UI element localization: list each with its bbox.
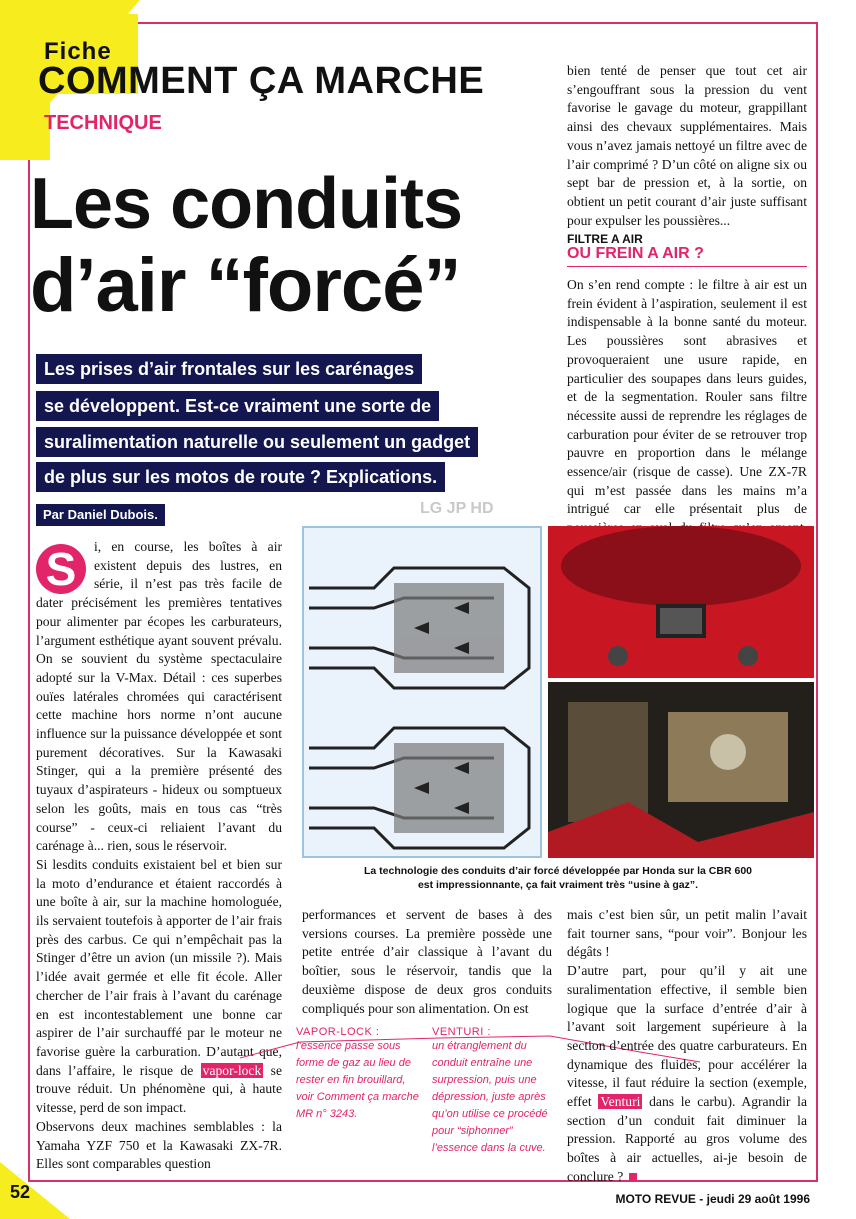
photo-engine-ducts — [548, 682, 814, 858]
glossary-term-2: VENTURI : — [432, 1026, 491, 1038]
subhead-small: FILTRE A AIR — [567, 232, 643, 246]
end-mark-icon — [629, 1173, 637, 1181]
col-r2-paragraph-1: mais c’est bien sûr, un petit malin l’avait fait tourner sans, “pour voir”. Bonjour les dégâts ! — [567, 907, 807, 960]
body-column-right-top: bien tenté de penser que tout cet air s’engouffrant sous la pression du vent favorise le gavage du moteur, grappillant ainsi des chevaux supplémentaires. Mais vous n’avez jamais nettoyé un filtre avec de l’air comprimé ? D’un côté on aligne six ou sept bar de pression et, à la sortie, on obtient un petit courant d’air juste suffisant pour expulser les poussières... — [567, 63, 807, 228]
vapor-lock-highlight: vapor-lock — [202, 1062, 262, 1078]
section-fiche: Fiche — [44, 38, 112, 65]
body-column-1 — [36, 538, 282, 1174]
photo-fairing-drawing — [548, 526, 814, 678]
col1-paragraph-1: i, en course, les boîtes à air existent depuis des lustres, en série, il n’est pas très facile de dater précisément les premières tentatives pour alimenter par écopes les carburateurs, l’argument esthétique ayant souvent prévalu. On se souvient du système spectaculaire adopté sur la V-Max. Détail : ces superbes ouïes latérales chromées qui caractérisent cette machine hors norme n’ont aucune influence sur la puissance développée et sont purement décoratives. Sur la Kawasaki Stinger, qui a la première présenté des tuyaux d’aspirateurs - hideux ou somptueux selon les goûts, mais en tous cas “très course” - ceux-ci reliaient l’avant du carénage à... rien, sous le réservoir. — [36, 539, 282, 854]
footer-magazine: MOTO REVUE — [615, 1192, 696, 1206]
caption-line-2: est impressionnante, ça fait vraiment très “usine à gaz”. — [417, 879, 699, 891]
airbox-diagram — [302, 526, 542, 858]
drop-cap: S — [36, 544, 86, 594]
lede-line-1: Les prises d’air frontales sur les carénages — [36, 354, 422, 384]
page-number: 52 — [10, 1182, 31, 1202]
venturi-highlight: Venturi — [600, 1094, 641, 1110]
subhead-big: OU FREIN A AIR ? — [567, 245, 704, 262]
figure-caption — [302, 864, 814, 892]
caption-line-1: La technologie des conduits d’air forcé développée par Honda sur la CBR 600 — [363, 865, 752, 877]
airbox-diagram-drawing — [304, 528, 540, 856]
col1-paragraph-3: Observons deux machines semblables : la Yamaha YZF 750 et la Kawasaki ZX-7R. Elles sont comparables question — [36, 1118, 282, 1172]
body-column-right-mid: On s’en rend compte : le filtre à air est un frein évident à l’aspiration, seulement il est indispensable à la bonne santé du moteur. Les poussières sont abrasives et provoqueraient une usure rapide, en particulier des soupapes dans leurs guides, et de la segmentation. Rouler sans filtre nécessite aussi de reprendre les réglages de carburation pour éviter de se retrouver trop pauvre en proportion dans le mélange essence/air (risque de casse). Une ZX-7R qui m’est passée dans les mains m’a intrigué car elle présentait plus de — [567, 277, 807, 517]
body-column-middle: performances et servent de bases à des versions courses. La première possède une petite entrée d’air classique à l’avant du boîtier, sous le réservoir, tandis que la deuxième dispose de deux gros conduits compliqués pour son alimentation. On est — [302, 907, 552, 1016]
col1-paragraph-2 — [36, 856, 282, 1118]
col-r2-paragraph-2-text: D’autre part, pour qu’il y ait une suralimentation effective, il semble bien logique que la surface d’entrée d’air à l’avant soit largement supérieure à la section d’entrée des quatre carburateurs. En dynamique des fluides, pour accélérer la vitesse, il faut réduire la section (exemple, effet — [567, 963, 807, 1110]
glossary-term-1: VAPOR-LOCK : — [296, 1026, 380, 1038]
lede-line-2: se développent. Est-ce vraiment une sorte de — [36, 391, 439, 421]
article-title-line2: d’air “forcé” — [30, 243, 461, 328]
section-technique: TECHNIQUE — [44, 112, 162, 134]
col-r2-paragraph-2-end: dans le carbu). Agrandir la section d’un conduit fait diminuer la pression. Rapporté au gros volume des boîtes à air actuelles, ai-je besoin de conclure ? — [567, 1094, 807, 1184]
glossary-text-2: un étranglement du conduit entraîne une surpression, puis une dépression, juste après qu’on utilise ce procédé pour “siphonner” l’essence dans la cuve. — [432, 1040, 548, 1154]
col1-paragraph-2-text: Si lesdits conduits existaient bel et bien sur la moto d’endurance et étaient raccordés à une boîte à air, sur la machine homologuée, ils servaient toutefois à apporter de l’air frais près des carbus. Ce qui n’empêchait pas la Stinger d’être un avion (un missile ?). Mais l’idée avait germée et elle fit école. Aller chercher de l’air frais à l’avant du carénage en est incontestablement une bonne car aspirer de l’air surchauffé par le moteur ne favorise guère la carburation. D’autant que, dans l’affaire, le risque de — [36, 856, 282, 1078]
watermark: LG JP HD — [420, 500, 494, 517]
photo-fairing-intake — [548, 526, 814, 678]
col-r2-paragraph-2 — [567, 962, 807, 1186]
glossary-text-1: l’essence passe sous forme de gaz au lieu de rester en fin brouillard, voir Comment ça marche MR n° 3243. — [296, 1040, 419, 1120]
subhead-rule — [567, 266, 807, 267]
article-title-line1: Les conduits — [30, 164, 463, 244]
byline: Par Daniel Dubois. — [36, 504, 165, 526]
lede-line-3: suralimentation naturelle ou seulement un gadget — [36, 427, 478, 457]
photo-engine-drawing — [548, 682, 814, 858]
body-column-right-bottom — [567, 906, 807, 1187]
glossary-vapor-lock — [296, 1026, 426, 1123]
lede-line-4: de plus sur les motos de route ? Explications. — [36, 462, 445, 492]
glossary-venturi — [432, 1026, 557, 1157]
footer-credit — [615, 1192, 810, 1206]
footer-date: - jeudi 29 août 1996 — [699, 1192, 810, 1206]
section-title: COMMENT ÇA MARCHE — [38, 60, 485, 102]
col1-paragraph-2-end: se trouve réduit. Un phénomène qui, à haute vitesse, perd de son impact. — [36, 1062, 282, 1116]
